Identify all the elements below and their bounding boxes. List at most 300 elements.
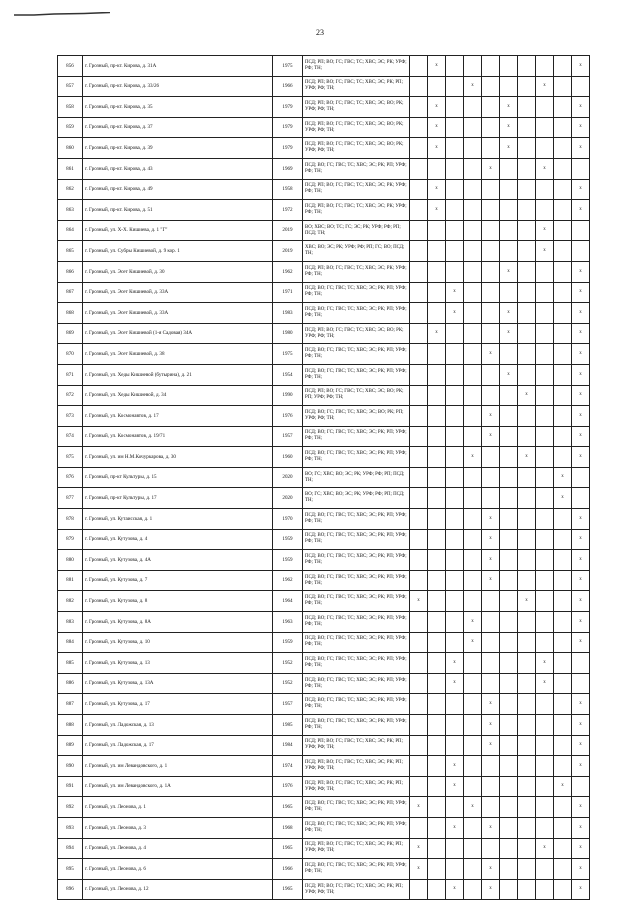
- period-mark-cell: [536, 323, 554, 344]
- x-mark: x: [579, 412, 582, 418]
- period-mark-cell: [428, 673, 446, 694]
- works-code-cell: ПСД; РП; ВО; ГС; ГВС; ТС; ХВС; ЭС; РК; УРФ; РФ; ТН;: [303, 261, 410, 282]
- row-number: 861: [58, 158, 83, 179]
- period-mark-cell: [536, 488, 554, 509]
- period-mark-cell: [572, 673, 590, 694]
- address-cell: г. Грозный, ул. Ладожская, д. 17: [83, 735, 273, 756]
- period-mark-cell: [536, 406, 554, 427]
- period-mark-cell: [500, 838, 518, 859]
- address-cell: г. Грозный, ул. Хеды Кишиевой, д. 34: [83, 385, 273, 406]
- period-mark-cell: [410, 406, 428, 427]
- year-cell: 1975: [273, 344, 303, 365]
- table-row: [58, 673, 590, 694]
- year-cell: 1974: [273, 756, 303, 777]
- period-mark-cell: [536, 632, 554, 653]
- period-mark-cell: [554, 138, 572, 159]
- period-mark-cell: [554, 56, 572, 77]
- row-number: 876: [58, 467, 83, 488]
- period-mark-cell: [518, 529, 536, 550]
- x-mark: x: [453, 659, 456, 665]
- period-mark-cell: [572, 426, 590, 447]
- period-mark-cell: [428, 715, 446, 736]
- period-mark-cell: [410, 735, 428, 756]
- x-mark: x: [453, 680, 456, 686]
- period-mark-cell: [446, 859, 464, 880]
- works-code-cell: ПСД; РП; ВО; ГС; ГВС; ТС; ХВС; ЭС; РК; РП; УРФ; РФ; ТН;: [303, 756, 410, 777]
- x-mark: x: [453, 886, 456, 892]
- period-mark-cell: [464, 673, 482, 694]
- table-row: [58, 344, 590, 365]
- period-mark-cell: [518, 261, 536, 282]
- period-mark-cell: [410, 158, 428, 179]
- period-mark-cell: [410, 488, 428, 509]
- period-mark-cell: [410, 426, 428, 447]
- table-row: [58, 838, 590, 859]
- period-mark-cell: [554, 735, 572, 756]
- x-mark: x: [579, 721, 582, 727]
- year-cell: 1959: [273, 529, 303, 550]
- period-mark-cell: [428, 859, 446, 880]
- works-code-cell: ПСД; РП; ВО; ГС; ГВС; ТС; ХВС; ЭС; РК; РП; УРФ; РФ; ТН;: [303, 879, 410, 900]
- works-code-cell: ПСД; ВО; ГС; ГВС; ТС; ХВС; ЭС; РК; РП; УРФ; РФ; ТН;: [303, 612, 410, 633]
- period-mark-cell: [410, 529, 428, 550]
- period-mark-cell: [518, 220, 536, 241]
- table-row: [58, 529, 590, 550]
- period-mark-cell: [500, 715, 518, 736]
- period-mark-cell: [536, 303, 554, 324]
- period-mark-cell: [554, 776, 572, 797]
- period-mark-cell: [500, 220, 518, 241]
- period-mark-cell: [518, 467, 536, 488]
- x-mark: x: [435, 144, 438, 150]
- period-mark-cell: [518, 406, 536, 427]
- period-mark-cell: [446, 735, 464, 756]
- period-mark-cell: [554, 612, 572, 633]
- period-mark-cell: [518, 859, 536, 880]
- works-code-cell: ПСД; ВО; ГС; ГВС; ТС; ХВС; ЭС; РК; РП; УРФ; РФ; ТН;: [303, 509, 410, 530]
- period-mark-cell: [572, 447, 590, 468]
- table-row: [58, 550, 590, 571]
- address-cell: г. Грозный, ул. Кутузова, д. 13: [83, 653, 273, 674]
- row-number: 891: [58, 776, 83, 797]
- x-mark: x: [579, 515, 582, 521]
- period-mark-cell: [536, 715, 554, 736]
- period-mark-cell: [518, 56, 536, 77]
- period-mark-cell: [572, 488, 590, 509]
- period-mark-cell: [446, 179, 464, 200]
- period-mark-cell: [554, 282, 572, 303]
- period-mark-cell: [518, 426, 536, 447]
- period-mark-cell: [428, 570, 446, 591]
- row-number: 878: [58, 509, 83, 530]
- x-mark: x: [435, 330, 438, 336]
- table-row: [58, 735, 590, 756]
- year-cell: 1957: [273, 694, 303, 715]
- period-mark-cell: [482, 56, 500, 77]
- period-mark-cell: [410, 673, 428, 694]
- table-row: [58, 776, 590, 797]
- period-mark-cell: [536, 797, 554, 818]
- period-mark-cell: [410, 76, 428, 97]
- year-cell: 1954: [273, 364, 303, 385]
- period-mark-cell: [464, 158, 482, 179]
- period-mark-cell: [428, 56, 446, 77]
- period-mark-cell: [572, 612, 590, 633]
- period-mark-cell: [410, 261, 428, 282]
- year-cell: 1969: [273, 158, 303, 179]
- table-row: [58, 756, 590, 777]
- period-mark-cell: [500, 735, 518, 756]
- table-row: [58, 467, 590, 488]
- period-mark-cell: [428, 817, 446, 838]
- period-mark-cell: [410, 282, 428, 303]
- period-mark-cell: [572, 817, 590, 838]
- period-mark-cell: [554, 364, 572, 385]
- period-mark-cell: [518, 158, 536, 179]
- period-mark-cell: [410, 859, 428, 880]
- year-cell: 1983: [273, 303, 303, 324]
- period-mark-cell: [428, 323, 446, 344]
- period-mark-cell: [446, 467, 464, 488]
- period-mark-cell: [446, 282, 464, 303]
- x-mark: x: [489, 865, 492, 871]
- period-mark-cell: [554, 261, 572, 282]
- address-cell: г. Грозный, ул. им Левандовского, д. 1А: [83, 776, 273, 797]
- table-row: [58, 241, 590, 262]
- x-mark: x: [579, 598, 582, 604]
- table-row: [58, 488, 590, 509]
- period-mark-cell: [536, 344, 554, 365]
- table-row: [58, 364, 590, 385]
- period-mark-cell: [446, 241, 464, 262]
- period-mark-cell: [518, 756, 536, 777]
- period-mark-cell: [572, 406, 590, 427]
- period-mark-cell: [464, 756, 482, 777]
- period-mark-cell: [536, 838, 554, 859]
- period-mark-cell: [482, 364, 500, 385]
- period-mark-cell: [446, 570, 464, 591]
- period-mark-cell: [410, 694, 428, 715]
- period-mark-cell: [500, 756, 518, 777]
- period-mark-cell: [500, 879, 518, 900]
- period-mark-cell: [482, 591, 500, 612]
- row-number: 881: [58, 570, 83, 591]
- period-mark-cell: [482, 261, 500, 282]
- address-cell: г. Грозный, ул. им Левандовского, д. 1: [83, 756, 273, 777]
- address-cell: г. Грозный, пр-кт. Кирова, д. 33/26: [83, 76, 273, 97]
- address-cell: г. Грозный, ул. Эсет Кишиевой, д. 30: [83, 261, 273, 282]
- x-mark: x: [507, 309, 510, 315]
- period-mark-cell: [428, 612, 446, 633]
- table-row: [58, 879, 590, 900]
- x-mark: x: [489, 824, 492, 830]
- x-mark: x: [579, 556, 582, 562]
- period-mark-cell: [428, 776, 446, 797]
- period-mark-cell: [572, 797, 590, 818]
- period-mark-cell: [428, 529, 446, 550]
- period-mark-cell: [446, 426, 464, 447]
- period-mark-cell: [500, 200, 518, 221]
- x-mark: x: [579, 453, 582, 459]
- works-code-cell: ПСД; ВО; ГС; ГВС; ТС; ХВС; ЭС; РК; РП; УРФ; РФ; ТН;: [303, 694, 410, 715]
- period-mark-cell: [446, 591, 464, 612]
- row-number: 880: [58, 550, 83, 571]
- period-mark-cell: [428, 364, 446, 385]
- period-mark-cell: [410, 447, 428, 468]
- period-mark-cell: [500, 426, 518, 447]
- period-mark-cell: [410, 612, 428, 633]
- period-mark-cell: [500, 76, 518, 97]
- period-mark-cell: [554, 859, 572, 880]
- period-mark-cell: [500, 859, 518, 880]
- period-mark-cell: [500, 612, 518, 633]
- period-mark-cell: [482, 488, 500, 509]
- x-mark: x: [435, 186, 438, 192]
- works-code-cell: ПСД; РП; ВО; ГС; ГВС; ТС; ХВС; ЭС; ВО; РК; УРФ; РФ; ТН;: [303, 138, 410, 159]
- year-cell: 1959: [273, 550, 303, 571]
- table-row: [58, 97, 590, 118]
- period-mark-cell: [554, 817, 572, 838]
- period-mark-cell: [410, 715, 428, 736]
- period-mark-cell: [554, 406, 572, 427]
- x-mark: x: [543, 83, 546, 89]
- period-mark-cell: [482, 570, 500, 591]
- period-mark-cell: [428, 179, 446, 200]
- period-mark-cell: [500, 56, 518, 77]
- x-mark: x: [579, 371, 582, 377]
- period-mark-cell: [482, 632, 500, 653]
- x-mark: x: [435, 206, 438, 212]
- period-mark-cell: [446, 715, 464, 736]
- period-mark-cell: [554, 694, 572, 715]
- period-mark-cell: [518, 838, 536, 859]
- period-mark-cell: [572, 715, 590, 736]
- period-mark-cell: [482, 220, 500, 241]
- period-mark-cell: [554, 158, 572, 179]
- x-mark: x: [435, 62, 438, 68]
- period-mark-cell: [518, 817, 536, 838]
- period-mark-cell: [536, 570, 554, 591]
- period-mark-cell: [446, 200, 464, 221]
- period-mark-cell: [446, 632, 464, 653]
- period-mark-cell: [428, 550, 446, 571]
- x-mark: x: [471, 83, 474, 89]
- period-mark-cell: [464, 303, 482, 324]
- table-row: [58, 323, 590, 344]
- x-mark: x: [579, 124, 582, 130]
- period-mark-cell: [572, 632, 590, 653]
- period-mark-cell: [536, 756, 554, 777]
- table-row: [58, 261, 590, 282]
- period-mark-cell: [500, 550, 518, 571]
- period-mark-cell: [554, 344, 572, 365]
- address-cell: г. Грозный, пр-кт. Кирова, д. 31А: [83, 56, 273, 77]
- period-mark-cell: [500, 261, 518, 282]
- works-code-cell: ПСД; ВО; ГС; ГВС; ТС; ХВС; ЭС; РК; РП; УРФ; РФ; ТН;: [303, 529, 410, 550]
- table-row: [58, 797, 590, 818]
- period-mark-cell: [446, 406, 464, 427]
- period-mark-cell: [428, 97, 446, 118]
- period-mark-cell: [536, 56, 554, 77]
- address-cell: г. Грозный, ул. Леонова, д. 4: [83, 838, 273, 859]
- period-mark-cell: [536, 467, 554, 488]
- row-number: 858: [58, 97, 83, 118]
- period-mark-cell: [464, 797, 482, 818]
- period-mark-cell: [464, 138, 482, 159]
- x-mark: x: [543, 680, 546, 686]
- period-mark-cell: [482, 817, 500, 838]
- period-mark-cell: [464, 817, 482, 838]
- table-row: [58, 591, 590, 612]
- table-body: [58, 56, 590, 900]
- period-mark-cell: [536, 426, 554, 447]
- x-mark: x: [543, 227, 546, 233]
- works-code-cell: ВО; ХВС; ВО; ТС; ГС; ЭС; РК; УРФ; РФ; РП; ПСД; ТН;: [303, 220, 410, 241]
- period-mark-cell: [500, 632, 518, 653]
- row-number: 856: [58, 56, 83, 77]
- period-mark-cell: [518, 797, 536, 818]
- period-mark-cell: [554, 591, 572, 612]
- period-mark-cell: [536, 138, 554, 159]
- address-cell: г. Грозный, ул. Эсет Кишиевой, д. 33А: [83, 303, 273, 324]
- x-mark: x: [579, 639, 582, 645]
- row-number: 872: [58, 385, 83, 406]
- period-mark-cell: [536, 179, 554, 200]
- period-mark-cell: [482, 138, 500, 159]
- period-mark-cell: [572, 879, 590, 900]
- x-mark: x: [579, 144, 582, 150]
- registry-table: [57, 55, 590, 900]
- period-mark-cell: [554, 76, 572, 97]
- x-mark: x: [525, 453, 528, 459]
- row-number: 890: [58, 756, 83, 777]
- period-mark-cell: [572, 220, 590, 241]
- x-mark: x: [525, 392, 528, 398]
- period-mark-cell: [518, 591, 536, 612]
- period-mark-cell: [410, 509, 428, 530]
- period-mark-cell: [482, 879, 500, 900]
- period-mark-cell: [464, 879, 482, 900]
- period-mark-cell: [500, 158, 518, 179]
- period-mark-cell: [464, 385, 482, 406]
- period-mark-cell: [500, 406, 518, 427]
- works-code-cell: ПСД; РП; ВО; ГС; ГВС; ТС; ХВС; ЭС; ВО; РК; УРФ; РФ; ТН;: [303, 97, 410, 118]
- x-mark: x: [579, 824, 582, 830]
- period-mark-cell: [554, 426, 572, 447]
- x-mark: x: [417, 845, 420, 851]
- period-mark-cell: [518, 179, 536, 200]
- x-mark: x: [489, 721, 492, 727]
- period-mark-cell: [446, 653, 464, 674]
- period-mark-cell: [482, 117, 500, 138]
- period-mark-cell: [482, 838, 500, 859]
- period-mark-cell: [410, 138, 428, 159]
- period-mark-cell: [410, 756, 428, 777]
- period-mark-cell: [410, 550, 428, 571]
- year-cell: 1957: [273, 426, 303, 447]
- x-mark: x: [471, 618, 474, 624]
- table-row: [58, 56, 590, 77]
- works-code-cell: ПСД; ВО; ГС; ГВС; ТС; ХВС; ЭС; РК; РП; УРФ; РФ; ТН;: [303, 344, 410, 365]
- address-cell: г. Грозный, ул. Леонова, д. 3: [83, 817, 273, 838]
- period-mark-cell: [572, 859, 590, 880]
- year-cell: 1965: [273, 879, 303, 900]
- period-mark-cell: [446, 344, 464, 365]
- table-row: [58, 220, 590, 241]
- works-code-cell: ПСД; ВО; ГС; ГВС; ТС; ХВС; ЭС; РК; РП; УРФ; РФ; ТН;: [303, 591, 410, 612]
- period-mark-cell: [554, 117, 572, 138]
- x-mark: x: [507, 144, 510, 150]
- period-mark-cell: [482, 158, 500, 179]
- table-row: [58, 426, 590, 447]
- period-mark-cell: [500, 488, 518, 509]
- x-mark: x: [471, 453, 474, 459]
- row-number: 892: [58, 797, 83, 818]
- period-mark-cell: [482, 200, 500, 221]
- address-cell: г. Грозный, ул. Эсет Кишиевой, д. 38: [83, 344, 273, 365]
- period-mark-cell: [428, 241, 446, 262]
- x-mark: x: [453, 762, 456, 768]
- x-mark: x: [543, 247, 546, 253]
- period-mark-cell: [536, 817, 554, 838]
- year-cell: 1960: [273, 447, 303, 468]
- period-mark-cell: [572, 467, 590, 488]
- period-mark-cell: [410, 200, 428, 221]
- period-mark-cell: [518, 735, 536, 756]
- table-row: [58, 694, 590, 715]
- year-cell: 2020: [273, 467, 303, 488]
- period-mark-cell: [428, 200, 446, 221]
- period-mark-cell: [410, 364, 428, 385]
- period-mark-cell: [446, 364, 464, 385]
- period-mark-cell: [446, 817, 464, 838]
- period-mark-cell: [482, 673, 500, 694]
- x-mark: x: [489, 536, 492, 542]
- works-code-cell: ПСД; ВО; ГС; ГВС; ТС; ХВС; ЭС; РК; РП; УРФ; РФ; ТН;: [303, 447, 410, 468]
- period-mark-cell: [536, 385, 554, 406]
- period-mark-cell: [518, 282, 536, 303]
- year-cell: 1984: [273, 735, 303, 756]
- address-cell: г. Грозный, ул. Леонова, д. 6: [83, 859, 273, 880]
- period-mark-cell: [518, 117, 536, 138]
- period-mark-cell: [446, 138, 464, 159]
- year-cell: 1975: [273, 56, 303, 77]
- period-mark-cell: [554, 200, 572, 221]
- address-cell: г. Грозный, ул. Кутузова, д. 10: [83, 632, 273, 653]
- year-cell: 1952: [273, 653, 303, 674]
- period-mark-cell: [464, 117, 482, 138]
- period-mark-cell: [500, 323, 518, 344]
- period-mark-cell: [500, 344, 518, 365]
- row-number: 879: [58, 529, 83, 550]
- works-code-cell: ПСД; ВО; ГС; ГВС; ТС; ХВС; ЭС; РК; РП; УРФ; РФ; ТН;: [303, 632, 410, 653]
- period-mark-cell: [572, 241, 590, 262]
- address-cell: г. Грозный, пр-кт. Кирова, д. 51: [83, 200, 273, 221]
- period-mark-cell: [446, 220, 464, 241]
- period-mark-cell: [572, 344, 590, 365]
- works-code-cell: ПСД; РП; ВО; ГС; ГВС; ТС; ХВС; ЭС; РК; УРФ; РФ; ТН;: [303, 179, 410, 200]
- period-mark-cell: [428, 756, 446, 777]
- period-mark-cell: [500, 509, 518, 530]
- x-mark: x: [435, 103, 438, 109]
- x-mark: x: [579, 433, 582, 439]
- x-mark: x: [543, 659, 546, 665]
- period-mark-cell: [572, 138, 590, 159]
- period-mark-cell: [500, 467, 518, 488]
- period-mark-cell: [446, 612, 464, 633]
- table-row: [58, 385, 590, 406]
- period-mark-cell: [554, 570, 572, 591]
